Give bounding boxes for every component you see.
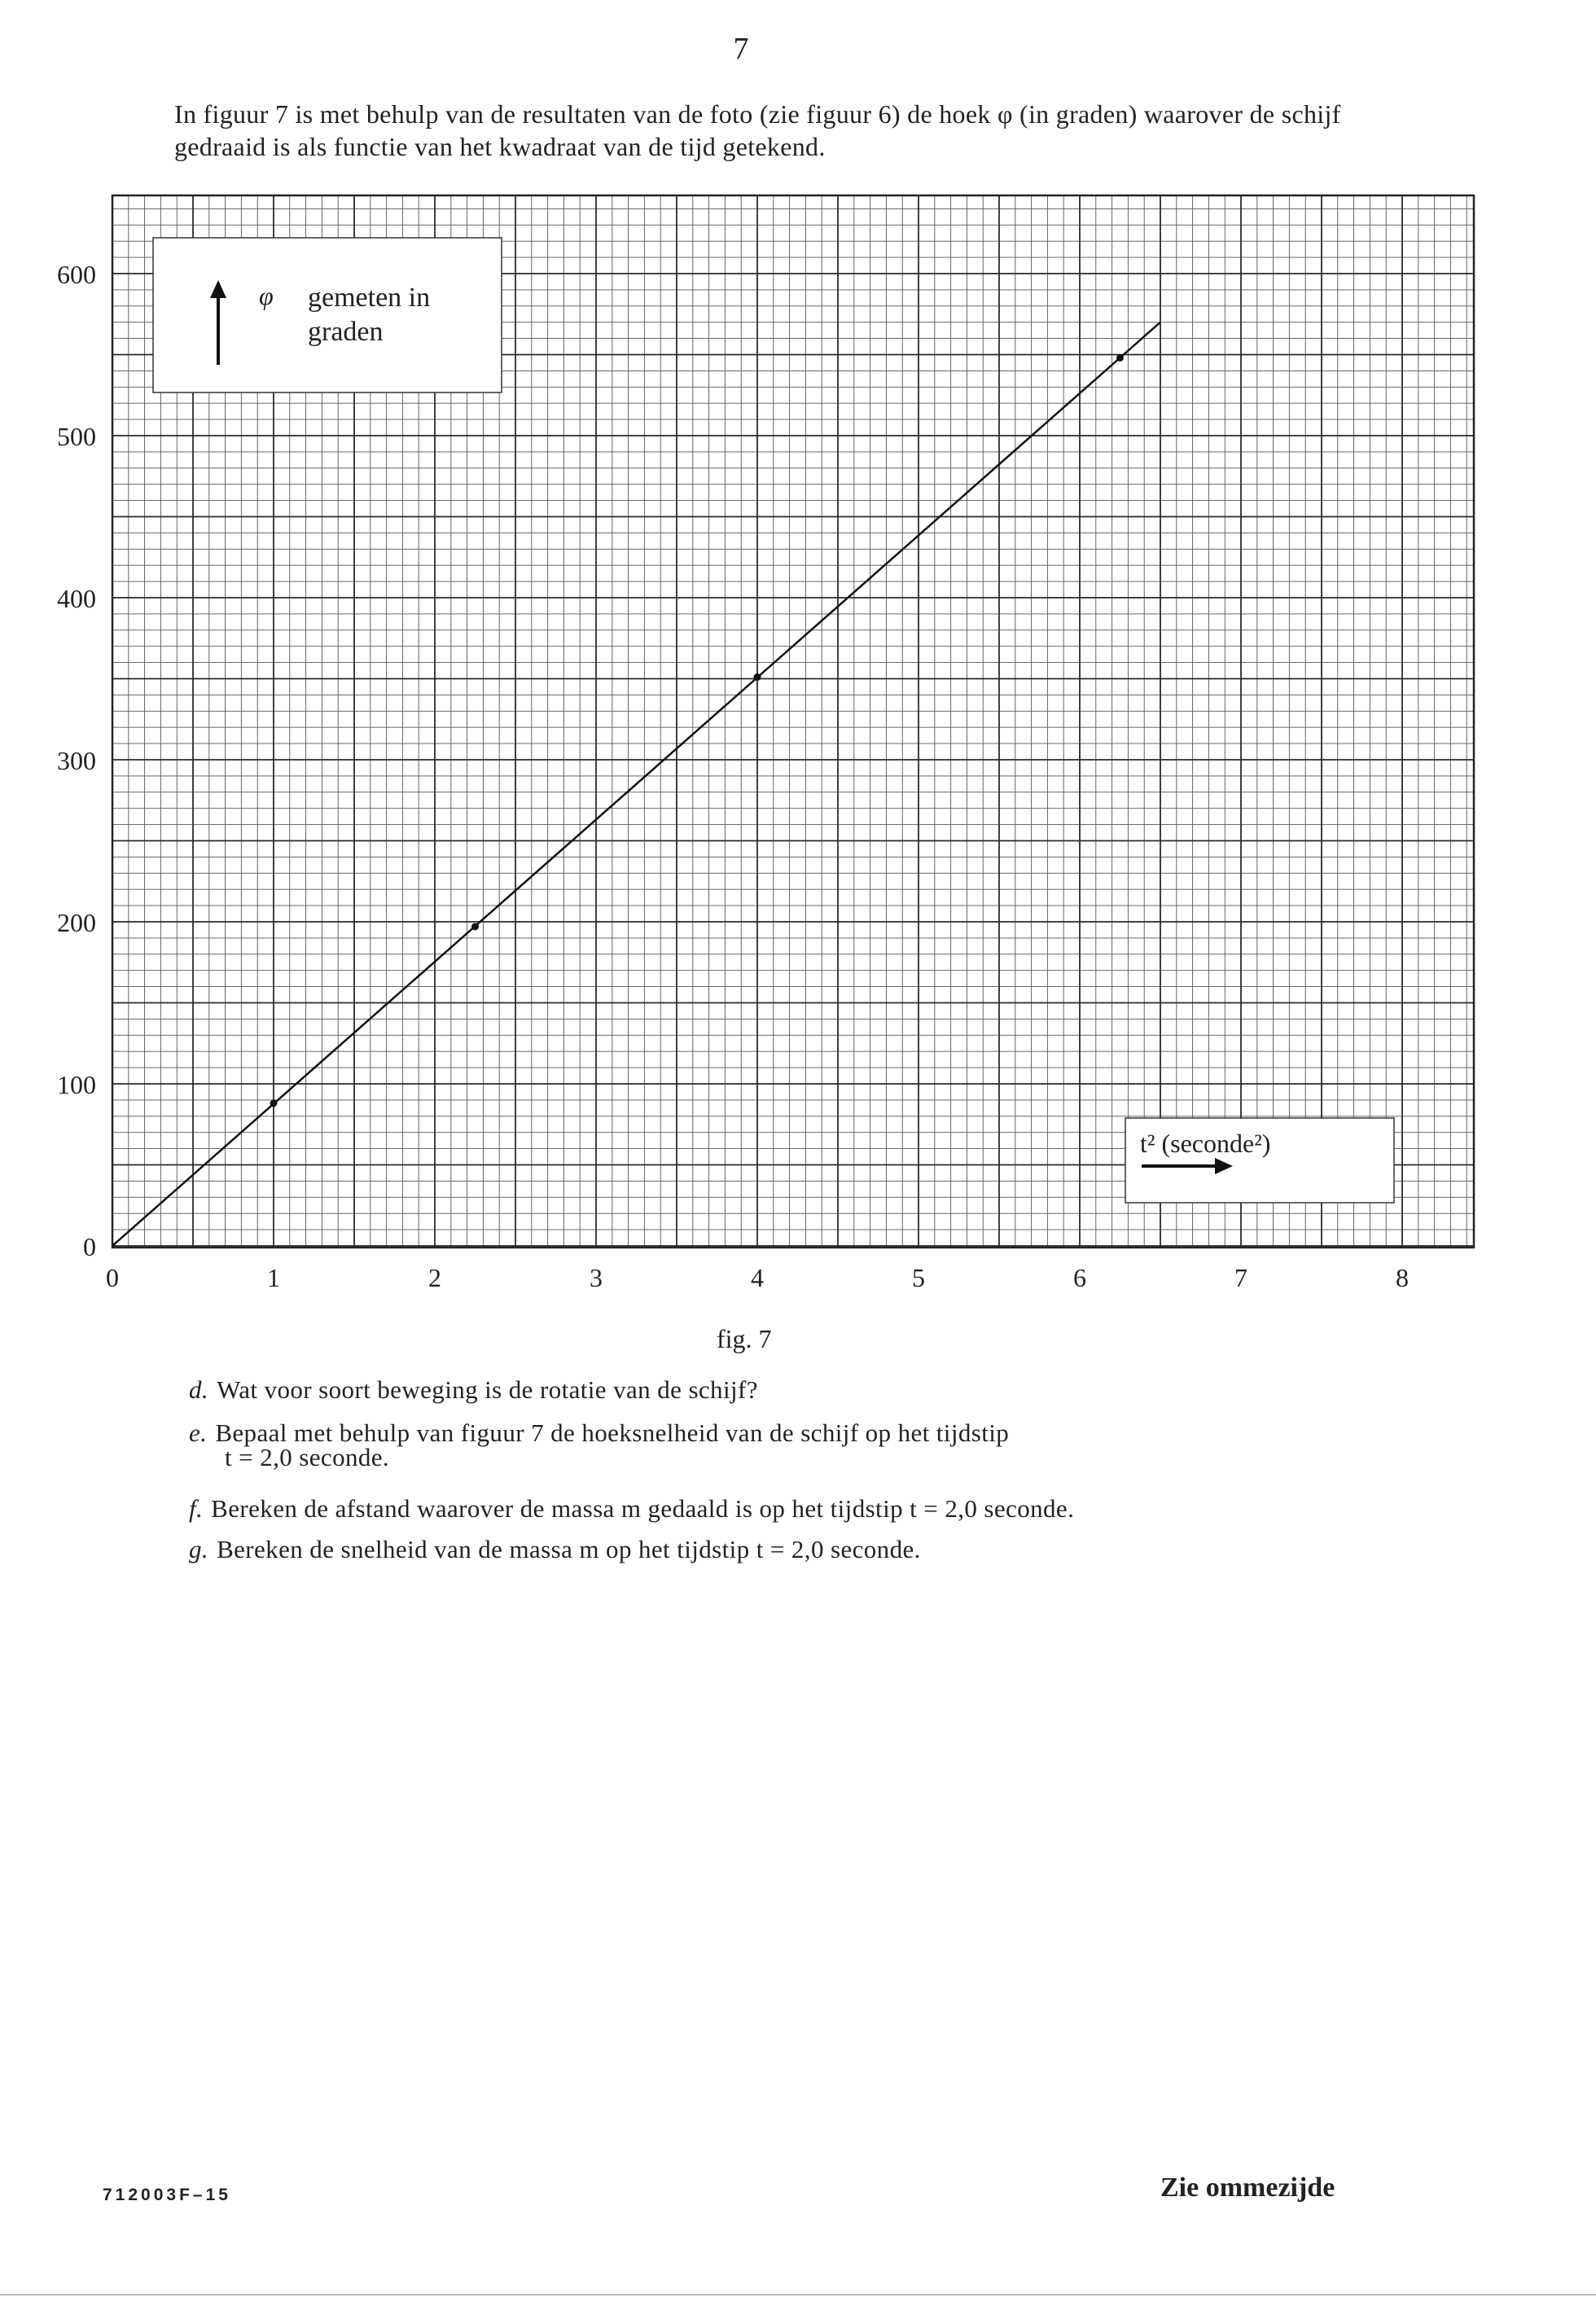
question-text: t = 2,0 seconde. — [225, 1443, 390, 1471]
data-point — [1116, 354, 1124, 362]
page-number: 7 — [733, 32, 749, 66]
y-axis-label-box — [153, 238, 502, 392]
x-tick-label: 8 — [1396, 1263, 1409, 1292]
footer-note: Zie ommezijde — [1160, 2173, 1335, 2203]
question-label: d. — [189, 1375, 209, 1404]
x-tick-label: 7 — [1234, 1263, 1247, 1292]
x-tick-label: 0 — [106, 1263, 119, 1292]
document-code: 712003F–15 — [103, 2186, 231, 2204]
y-tick-label: 100 — [57, 1070, 96, 1099]
y-tick-label: 400 — [57, 584, 96, 613]
x-tick-label: 1 — [267, 1263, 280, 1292]
x-tick-label: 6 — [1073, 1263, 1086, 1292]
data-point — [754, 673, 761, 681]
x-axis-label: t² (seconde²) — [1140, 1129, 1271, 1158]
question-text: Bereken de snelheid van de massa m op het tijdstip t = 2,0 seconde. — [217, 1535, 921, 1563]
y-tick-label: 600 — [57, 260, 96, 289]
intro-paragraph: In figuur 7 is met behulp van de resultaten van de foto (zie figuur 6) de hoek φ (in graden) waarover de schijf gedraaid is als functie van het kwadraat van de tijd getekend. — [174, 99, 1341, 161]
y-tick-label: 200 — [57, 908, 96, 937]
y-label-symbol: φ — [259, 281, 274, 310]
y-label-line-1: gemeten in — [308, 283, 431, 313]
data-point — [471, 923, 479, 930]
y-tick-label: 500 — [57, 422, 96, 451]
y-label-line-2: graden — [308, 317, 384, 347]
question-text: Wat voor soort beweging is de rotatie van de schijf? — [217, 1375, 758, 1404]
question-label: f. — [189, 1494, 204, 1523]
x-tick-label: 2 — [428, 1263, 441, 1292]
question-label: e. — [189, 1418, 208, 1447]
question-label: g. — [189, 1535, 209, 1563]
data-point — [270, 1099, 278, 1107]
question-f — [189, 1494, 1075, 1523]
y-tick-label: 300 — [57, 746, 96, 775]
question-d — [189, 1375, 758, 1404]
question-e — [189, 1418, 1010, 1471]
x-axis-label-box — [1125, 1118, 1394, 1203]
y-tick-label: 0 — [83, 1232, 96, 1261]
x-tick-label: 5 — [912, 1263, 925, 1292]
y-label-box-bg — [153, 238, 502, 392]
x-tick-label: 4 — [751, 1263, 764, 1292]
page-bottom-rule — [0, 2294, 1596, 2295]
figure-caption: fig. 7 — [717, 1324, 772, 1353]
question-text: Bepaal met behulp van figuur 7 de hoeksnelheid van de schijf op het tijdstip — [215, 1418, 1010, 1447]
x-tick-label: 3 — [590, 1263, 603, 1292]
question-g — [189, 1537, 921, 1562]
question-text: Bereken de afstand waarover de massa m gedaald is op het tijdstip t = 2,0 seconde. — [211, 1494, 1075, 1523]
